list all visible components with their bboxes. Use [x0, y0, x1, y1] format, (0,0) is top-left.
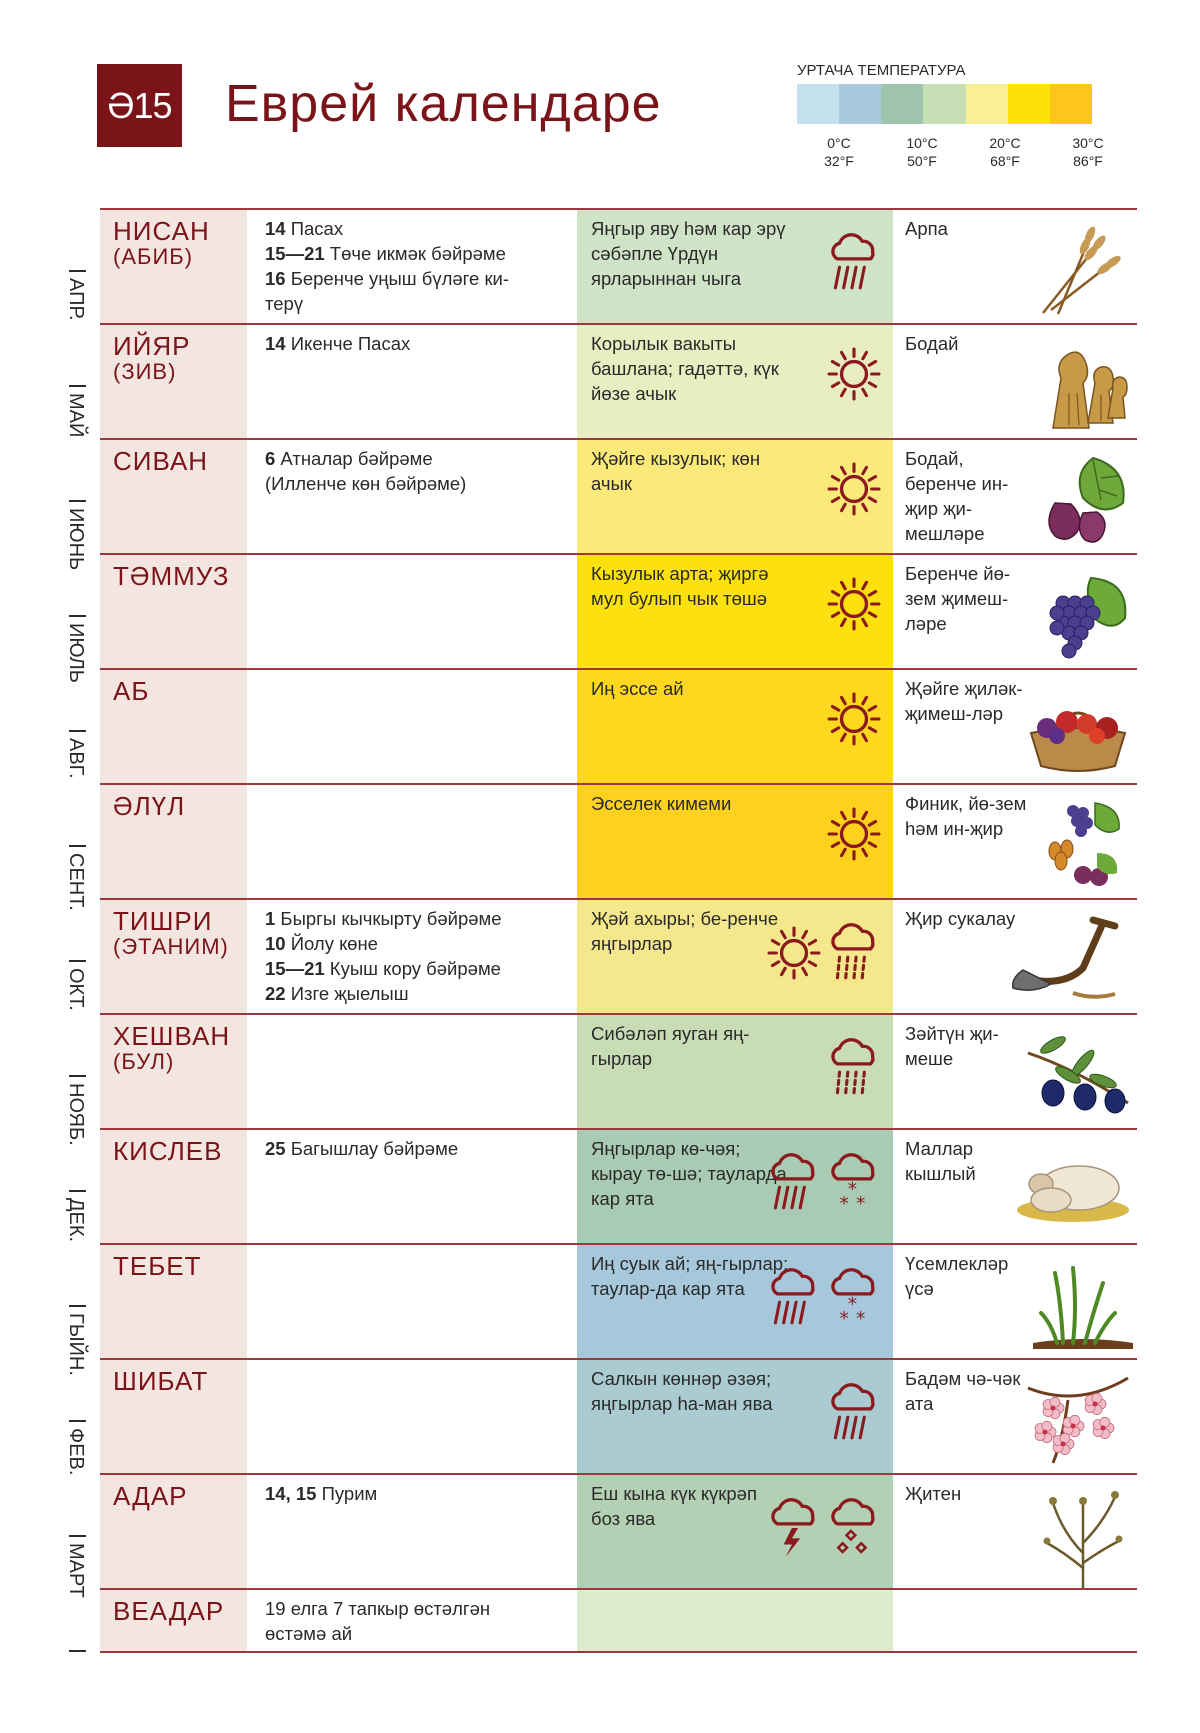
legend-swatch: [966, 84, 1008, 124]
sun-icon: [827, 577, 881, 631]
fruit-basket-icon: [1023, 678, 1133, 778]
feast-text: өстәмә ай: [265, 1623, 353, 1644]
gregorian-month-label: НОЯБ.: [65, 1083, 87, 1146]
axis-tick: [69, 1190, 86, 1192]
svg-text:*: *: [839, 1193, 849, 1214]
calendar-table: [100, 208, 1137, 1653]
axis-tick: [69, 960, 86, 962]
month-name: ШИБАТ: [113, 1366, 209, 1396]
crops-cell: [905, 1360, 1137, 1473]
axis-tick: [69, 730, 86, 732]
weather-cell: [577, 555, 893, 668]
feast-text: терү: [265, 293, 304, 314]
feast-date: 10: [265, 933, 286, 954]
month-cell: [100, 440, 247, 553]
calendar-row: [100, 208, 1137, 323]
feast-line: [265, 331, 555, 356]
svg-text:*: *: [856, 1308, 866, 1329]
feast-text: Пурим: [316, 1483, 378, 1504]
sun-icon: [827, 462, 881, 516]
feasts-cell: [265, 446, 555, 496]
legend-swatch: [797, 84, 839, 124]
feast-line: [265, 471, 555, 496]
snow-icon: [827, 1267, 881, 1329]
legend-tick-celsius: 20°C: [989, 135, 1021, 151]
gregorian-month-7: [58, 962, 98, 1077]
gregorian-month-5: [58, 732, 98, 847]
feast-line: [265, 216, 555, 241]
crop-text: Зәйтүн җи-меше: [905, 1023, 999, 1069]
feast-date: 6: [265, 448, 276, 469]
crop-text: Җитен: [905, 1483, 962, 1504]
dates-icon: [1033, 793, 1133, 893]
month-cell: [100, 210, 247, 323]
legend-tick: [1058, 134, 1118, 170]
feast-line: [265, 956, 555, 981]
axis-tick: [69, 1420, 86, 1422]
legend-tick-fahrenheit: 68°F: [990, 153, 1020, 169]
page-number: Ә15: [97, 64, 182, 147]
flax-icon: [1033, 1483, 1133, 1593]
legend-swatch: [839, 84, 881, 124]
calendar-row: [100, 1588, 1137, 1653]
weather-cell: [577, 785, 893, 898]
feast-text: Багышлау бәйрәме: [285, 1138, 459, 1159]
feast-line: [265, 1481, 555, 1506]
sun-icon: [827, 347, 881, 401]
weather-text: Җәйге кызулык; көн ачык: [591, 448, 761, 494]
sprout-icon: [1033, 1253, 1133, 1353]
crop-text: Җәйге җиләк-җимеш-ләр: [905, 678, 1023, 724]
weather-icons: [827, 1382, 881, 1444]
legend-swatch: [881, 84, 923, 124]
crops-cell: [905, 325, 1137, 438]
month-name: ХЕШВАН: [113, 1021, 231, 1051]
hail-icon: [827, 1497, 881, 1559]
month-cell: [100, 555, 247, 668]
month-cell: [100, 325, 247, 438]
weather-cell: [577, 1015, 893, 1128]
legend-tick-fahrenheit: 86°F: [1073, 153, 1103, 169]
axis-tick: [69, 500, 86, 502]
weather-text: Салкын көннәр әзәя; яңгырлар ha-ман ява: [591, 1368, 773, 1414]
month-cell: [100, 1015, 247, 1128]
calendar-row: [100, 438, 1137, 553]
weather-cell: [577, 900, 893, 1013]
legend-tick-fahrenheit: 32°F: [824, 153, 854, 169]
month-cell: [100, 1475, 247, 1588]
rain-icon: [767, 1267, 821, 1329]
gregorian-month-label: ИЮЛЬ: [65, 623, 87, 683]
svg-text:*: *: [839, 1308, 849, 1329]
gregorian-month-9: [58, 1192, 98, 1307]
weather-cell: [577, 1475, 893, 1588]
feast-text: Беренче уңыш бүләге ки-: [285, 268, 510, 289]
svg-text:*: *: [856, 1193, 866, 1214]
month-name: КИСЛЕВ: [113, 1136, 223, 1166]
feast-text: (Илленче көн бәйрәме): [265, 473, 467, 494]
feast-line: [265, 241, 555, 266]
month-name: ТИШРИ: [113, 906, 213, 936]
weather-icons: [827, 462, 881, 516]
feast-text: Төче икмәк бәйрәме: [324, 243, 506, 264]
weather-cell: [577, 1245, 893, 1358]
crop-text: Бодай, беренче ин-җир җи-мешләре: [905, 448, 1009, 544]
axis-tick: [69, 1535, 86, 1537]
axis-tick: [69, 1305, 86, 1307]
legend-title: УРТАЧА ТЕМПЕРАТУРА: [797, 62, 966, 79]
gregorian-month-label: ИЮНЬ: [65, 508, 87, 571]
axis-tick: [69, 270, 86, 272]
gregorian-month-label: ДЕК.: [65, 1198, 87, 1243]
feast-line: [265, 1596, 555, 1621]
crops-cell: [905, 900, 1137, 1013]
gregorian-month-label: ОКТ.: [65, 968, 87, 1011]
weather-text: Иң эссе ай: [591, 678, 684, 699]
month-name: ВЕАДАР: [113, 1596, 225, 1626]
month-name: СИВАН: [113, 446, 209, 476]
weather-text: Еш кына күк күкрәп боз ява: [591, 1483, 757, 1529]
gregorian-month-1: [58, 272, 98, 387]
crops-cell: [905, 555, 1137, 668]
snow-icon: [827, 1152, 881, 1214]
legend-tick: [892, 134, 952, 170]
month-cell: [100, 670, 247, 783]
gregorian-month-6: [58, 847, 98, 962]
sun-icon: [767, 926, 821, 980]
gregorian-month-10: [58, 1307, 98, 1422]
feast-date: 14: [265, 218, 286, 239]
month-name: АБ: [113, 676, 150, 706]
legend-swatch: [1008, 84, 1050, 124]
crop-text: Финик, йө-зем һәм ин-җир: [905, 793, 1027, 839]
gregorian-month-axis: [58, 210, 98, 1660]
feast-text: Изге җыелыш: [285, 983, 409, 1004]
crops-cell: [905, 1015, 1137, 1128]
crops-cell: [905, 210, 1137, 323]
legend-swatch: [1050, 84, 1092, 124]
weather-cell: [577, 325, 893, 438]
calendar-row: [100, 1013, 1137, 1128]
gregorian-month-8: [58, 1077, 98, 1192]
gregorian-month-2: [58, 387, 98, 502]
axis-tick: [69, 385, 86, 387]
crop-text: Бадәм чә-чәк ата: [905, 1368, 1021, 1414]
crop-text: Үсемлекләр үсә: [905, 1253, 1009, 1299]
feast-text: Быргы кычкырту бәйрәме: [275, 908, 502, 929]
temperature-legend: [797, 62, 1117, 169]
feast-date: 14, 15: [265, 1483, 317, 1504]
month-name: ӘЛҮЛ: [113, 791, 186, 821]
crop-text: Бодай: [905, 333, 959, 354]
weather-icons: [827, 692, 881, 746]
gregorian-month-12: [58, 1537, 98, 1652]
olive-icon: [1023, 1023, 1133, 1123]
feast-date: 22: [265, 983, 286, 1004]
month-name: АДАР: [113, 1481, 188, 1511]
feast-text: Йолу көне: [285, 933, 378, 954]
legend-tick-fahrenheit: 50°F: [907, 153, 937, 169]
feasts-cell: [265, 1596, 555, 1646]
crops-cell: [905, 1475, 1137, 1588]
legend-tick: [975, 134, 1035, 170]
calendar-row: [100, 1473, 1137, 1588]
sheep-icon: [1013, 1138, 1133, 1228]
legend-tick-celsius: 30°C: [1072, 135, 1104, 151]
crops-cell: [905, 1245, 1137, 1358]
month-cell: [100, 1130, 247, 1243]
calendar-row: [100, 783, 1137, 898]
svg-text:*: *: [847, 1179, 858, 1201]
feast-date: 14: [265, 333, 286, 354]
weather-icons: [767, 1497, 881, 1559]
drizzle-icon: [827, 922, 881, 984]
calendar-row: [100, 553, 1137, 668]
feasts-cell: [265, 1481, 555, 1506]
month-alt-name: (АБИБ): [113, 244, 194, 269]
drizzle-icon: [827, 1037, 881, 1099]
weather-text: Корылык вакыты башлана; гадәттә, күк йөзе ачык: [591, 333, 779, 404]
crop-text: Беренче йө-зем җимеш-ләре: [905, 563, 1011, 634]
feast-line: [265, 291, 555, 316]
feast-line: [265, 1621, 555, 1646]
crops-cell: [905, 1130, 1137, 1243]
weather-cell: [577, 1130, 893, 1243]
weather-cell: [577, 440, 893, 553]
crops-cell: [905, 670, 1137, 783]
almond-blossom-icon: [1023, 1368, 1133, 1468]
gregorian-month-label: ГЫЙН.: [65, 1313, 87, 1376]
feasts-cell: [265, 906, 555, 1006]
feast-date: 16: [265, 268, 286, 289]
sun-icon: [827, 692, 881, 746]
feast-line: [265, 906, 555, 931]
month-alt-name: (ЭТАНИМ): [113, 934, 229, 959]
rain-icon: [767, 1152, 821, 1214]
weather-text: Сибәләп яуган яң-гырлар: [591, 1023, 750, 1069]
weather-icons: [827, 577, 881, 631]
weather-cell: [577, 1590, 893, 1651]
legend-tick: [809, 134, 869, 170]
month-name: ТӘММУЗ: [113, 561, 230, 591]
feast-line: [265, 931, 555, 956]
feast-line: [265, 981, 555, 1006]
crops-cell: [905, 785, 1137, 898]
fig-icon: [1033, 448, 1133, 548]
month-cell: [100, 1245, 247, 1358]
gregorian-month-label: МАЙ: [65, 393, 87, 438]
gregorian-month-label: ФЕВ.: [65, 1428, 87, 1476]
month-cell: [100, 785, 247, 898]
weather-text: Җәй ахыры; бе-ренче яңгырлар: [591, 908, 779, 954]
calendar-row: [100, 1128, 1137, 1243]
weather-cell: [577, 1360, 893, 1473]
axis-tick: [69, 1650, 86, 1652]
weather-text: Кызулык арта; җиргә мул булып чык төшә: [591, 563, 769, 609]
weather-cell: [577, 210, 893, 323]
month-name: НИСАН: [113, 216, 210, 246]
feasts-cell: [265, 216, 555, 316]
gregorian-month-11: [58, 1422, 98, 1537]
grapes-icon: [1033, 563, 1133, 663]
feast-text: Куыш кору бәйрәме: [324, 958, 501, 979]
calendar-row: [100, 323, 1137, 438]
weather-text: Яңгырлар кө-чәя; кырау тө-шә; тауларда кар ята: [591, 1138, 787, 1209]
gregorian-month-label: АВГ.: [65, 738, 87, 779]
crops-cell: [905, 440, 1137, 553]
legend-tick-celsius: 0°C: [827, 135, 851, 151]
feast-text: Икенче Пасах: [285, 333, 411, 354]
gregorian-month-label: СЕНТ.: [65, 853, 87, 911]
calendar-row: [100, 898, 1137, 1013]
axis-tick: [69, 845, 86, 847]
legend-color-scale: [797, 84, 1092, 124]
thunder-icon: [767, 1497, 821, 1559]
plough-icon: [1003, 908, 1133, 1008]
svg-text:*: *: [847, 1294, 858, 1316]
axis-tick: [69, 615, 86, 617]
crops-cell: [905, 1590, 1137, 1651]
month-cell: [100, 1590, 247, 1651]
weather-icons: [767, 922, 881, 984]
legend-swatch: [923, 84, 965, 124]
feasts-cell: [265, 1136, 555, 1161]
month-name: ТЕБЕТ: [113, 1251, 202, 1281]
rain-icon: [827, 1382, 881, 1444]
gregorian-month-4: [58, 617, 98, 732]
weather-icons: [827, 232, 881, 294]
feast-text: Атналар бәйрәме: [275, 448, 433, 469]
page-title: Еврей календаре: [225, 75, 662, 133]
feast-date: 15—21: [265, 243, 325, 264]
feast-line: [265, 446, 555, 471]
month-cell: [100, 1360, 247, 1473]
weather-icons: [827, 807, 881, 861]
gregorian-month-3: [58, 502, 98, 617]
weather-cell: [577, 670, 893, 783]
feast-date: 1: [265, 908, 276, 929]
rain-icon: [827, 232, 881, 294]
month-alt-name: (БУЛ): [113, 1049, 175, 1074]
month-name: ИЙЯР: [113, 331, 191, 361]
gregorian-month-label: МАРТ: [65, 1543, 87, 1598]
feast-text: 19 елга 7 тапкыр өстәлгән: [265, 1598, 491, 1619]
gregorian-month-label: АПР.: [65, 278, 87, 321]
calendar-row: [100, 1243, 1137, 1358]
wheat-sheaf-icon: [1033, 333, 1133, 433]
barley-icon: [1033, 218, 1133, 318]
legend-tick-celsius: 10°C: [906, 135, 938, 151]
feast-line: [265, 1136, 555, 1161]
feast-date: 25: [265, 1138, 286, 1159]
crop-text: Маллар кышлый: [905, 1138, 976, 1184]
feast-date: 15—21: [265, 958, 325, 979]
weather-icons: [767, 1267, 881, 1329]
weather-text: Иң суык ай; яң-гырлар; таулар-да кар ята: [591, 1253, 789, 1299]
weather-icons: [827, 347, 881, 401]
crop-text: Арпа: [905, 218, 948, 239]
weather-icons: [827, 1037, 881, 1099]
calendar-row: [100, 1358, 1137, 1473]
calendar-row: [100, 668, 1137, 783]
sun-icon: [827, 807, 881, 861]
weather-text: Яңгыр яву һәм кар эрү сәбәпле Үрдүн ярларыннан чыга: [591, 218, 786, 289]
month-cell: [100, 900, 247, 1013]
month-alt-name: (ЗИВ): [113, 359, 177, 384]
axis-tick: [69, 1075, 86, 1077]
feast-line: [265, 266, 555, 291]
feast-text: Пасах: [285, 218, 344, 239]
weather-icons: [767, 1152, 881, 1214]
feasts-cell: [265, 331, 555, 356]
crop-text: Җир сукалау: [905, 908, 1016, 929]
weather-text: Эсселек кимеми: [591, 793, 732, 814]
